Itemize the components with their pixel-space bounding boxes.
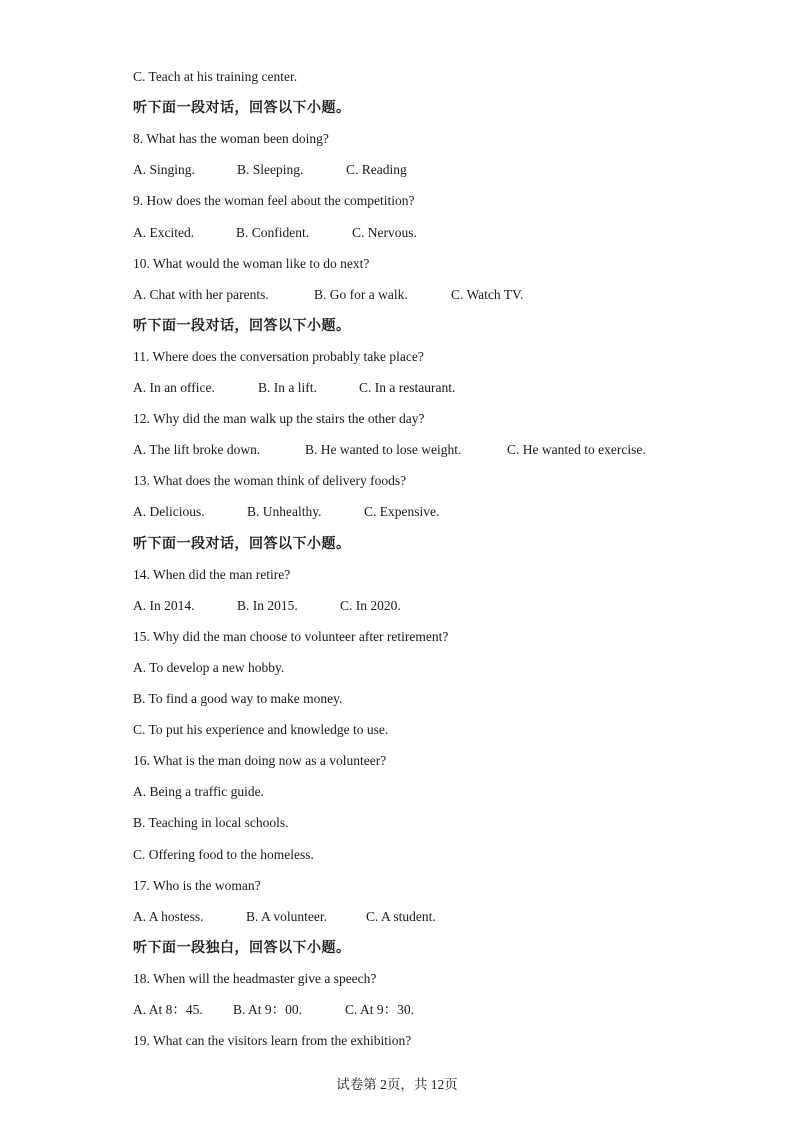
question-text: C. To put his experience and knowledge to use. [133,722,389,738]
answer-options-row [133,380,733,396]
answer-option: C. Reading [346,162,407,178]
answer-options-row [133,287,733,303]
question-text: 14. When did the man retire? [133,566,291,582]
answer-option: C. He wanted to exercise. [507,442,646,458]
question-text: A. To develop a new hobby. [133,659,285,675]
answer-options-row [133,442,733,458]
section-heading: 听下面一段对话，回答以下小题。 [133,535,351,552]
page-footer: 试卷第 2页，共 12页 [336,1077,458,1092]
answer-option: B. Sleeping. [237,162,304,178]
answer-options-row [133,504,733,520]
answer-option: A. In 2014. [133,597,195,613]
answer-option: A. A hostess. [133,908,204,924]
answer-option: B. In 2015. [237,597,298,613]
question-text: C. Offering food to the homeless. [133,846,314,862]
answer-option: A. The lift broke down. [133,442,261,458]
question-text: 16. What is the man doing now as a volunteer? [133,753,387,769]
answer-option: A. Singing. [133,162,195,178]
section-heading: 听下面一段对话，回答以下小题。 [133,317,351,334]
answer-option: A. Chat with her parents. [133,286,269,302]
question-text: 17. Who is the woman? [133,877,261,893]
question-text: C. Teach at his training center. [133,69,298,84]
answer-option: A. In an office. [133,380,215,395]
answer-option: B. Unhealthy. [247,504,322,520]
answer-option: B. A volunteer. [246,908,327,924]
answer-option: A. Excited. [133,224,195,240]
question-text: 8. What has the woman been doing? [133,131,329,147]
answer-option: B. Confident. [236,224,310,240]
question-text: 9. How does the woman feel about the competition? [133,193,415,209]
answer-options-row [133,909,733,925]
question-text: B. To find a good way to make money. [133,691,343,706]
question-text: 12. Why did the man walk up the stairs the other day? [133,411,425,427]
section-heading: 听下面一段对话，回答以下小题。 [133,100,351,117]
answer-option: C. Nervous. [352,224,417,240]
answer-option: B. In a lift. [258,380,317,395]
answer-options-row [133,1002,733,1018]
answer-option: A. At 8：45. [133,1002,203,1017]
answer-option: B. At 9：00. [233,1002,303,1017]
question-text: 11. Where does the conversation probably take place? [133,348,424,364]
question-text: B. Teaching in local schools. [133,815,289,831]
question-text: 19. What can the visitors learn from the exhibition? [133,1033,412,1049]
question-text: 18. When will the headmaster give a speech? [133,970,377,986]
answer-options-row [133,598,733,614]
question-text: 13. What does the woman think of delivery foods? [133,473,407,489]
answer-option: B. He wanted to lose weight. [305,442,462,458]
question-text: A. Being a traffic guide. [133,784,264,800]
answer-option: A. Delicious. [133,504,205,520]
answer-option: C. In 2020. [340,597,401,613]
answer-option: C. A student. [366,908,436,924]
question-text: 15. Why did the man choose to volunteer after retirement? [133,628,449,644]
question-text: 10. What would the woman like to do next? [133,255,370,271]
answer-option: C. Watch TV. [451,286,524,302]
answer-option: C. In a restaurant. [359,380,456,395]
answer-options-row [133,225,733,241]
answer-option: C. Expensive. [364,504,440,520]
answer-options-row [133,162,733,178]
answer-option: C. At 9：30. [345,1002,415,1017]
section-heading: 听下面一段独白，回答以下小题。 [133,939,351,956]
answer-option: B. Go for a walk. [314,286,408,302]
